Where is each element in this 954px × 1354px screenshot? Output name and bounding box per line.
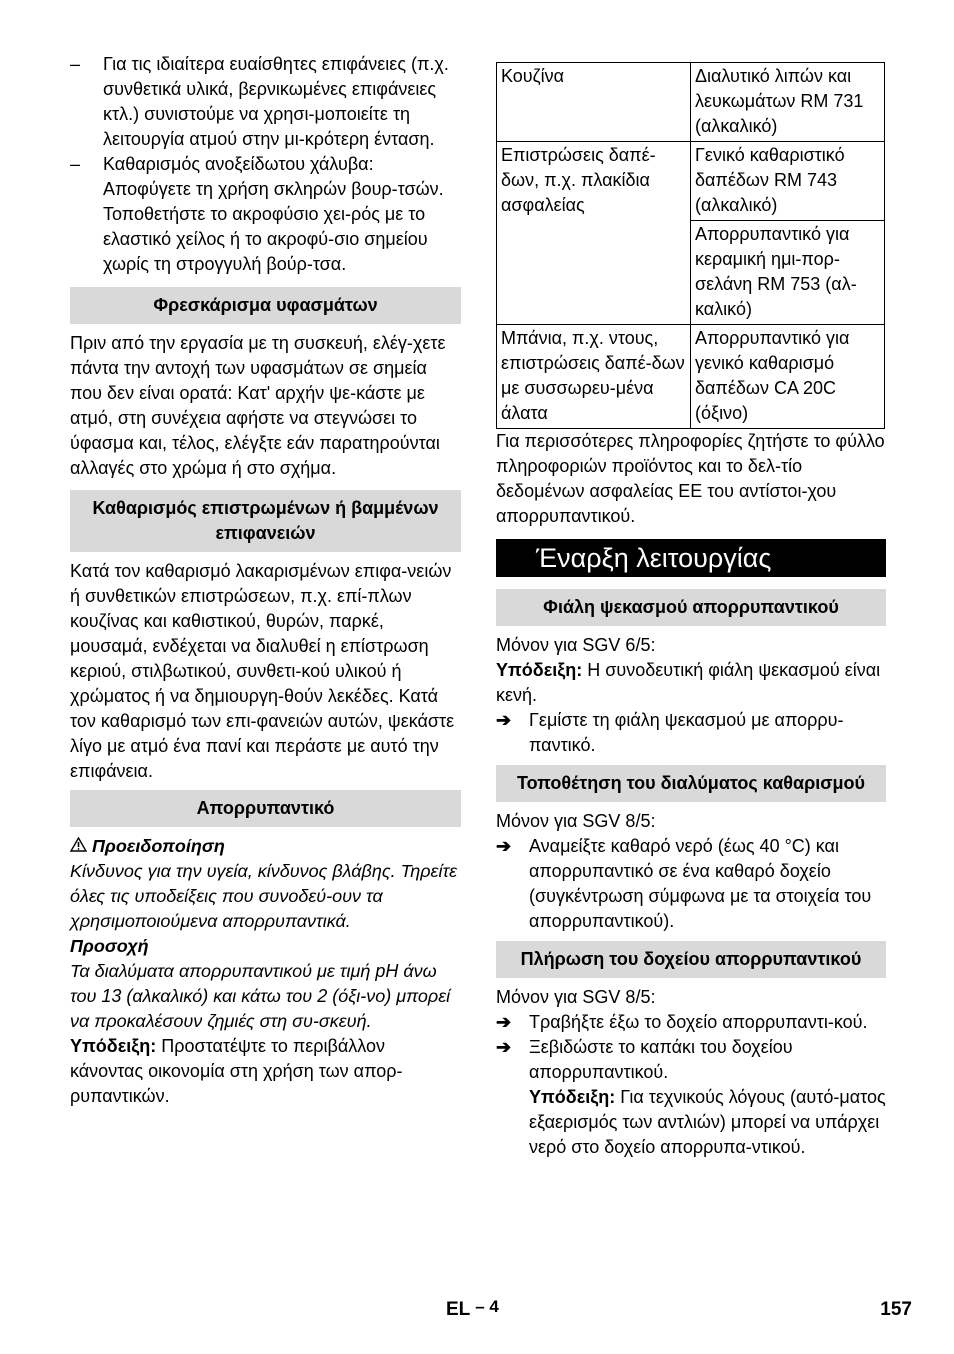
warning-title: Προειδοποίηση <box>92 836 225 856</box>
arrow-icon: ➔ <box>496 1012 512 1032</box>
table-cell: Κουζίνα <box>497 63 691 142</box>
paragraph: Μόνον για SGV 8/5: <box>496 987 656 1007</box>
caution-text: Τα διαλύματα απορρυπαντικού με τιμή pH άνω του 13 (αλκαλικό) και κάτω του 2 (όξι-νο) μπορεί να προκαλέσουν ζημιές στη συ-σκευή. <box>70 961 451 1031</box>
step-item <box>496 834 886 934</box>
footer-section-number: – 4 <box>475 1297 499 1316</box>
chapter-heading: Έναρξη λειτουργίας <box>496 539 886 577</box>
table-cell: Γενικό καθαριστικό δαπέδων RM 743 (αλκαλικό) <box>691 142 885 221</box>
arrow-icon: ➔ <box>496 836 512 856</box>
list-item <box>70 152 461 277</box>
step-text: Τραβήξτε έξω το δοχείο απορρυπαντι-κού. <box>529 1012 868 1032</box>
paragraph: Για περισσότερες πληροφορίες ζητήστε το φύλλο πληροφοριών προϊόντος και το δελ-τίο δεδομένων ασφαλείας ΕΕ του αντίστοι-χου απορρυπαντικού. <box>496 431 885 526</box>
section-heading: Πλήρωση του δοχείου απορρυπαντικού <box>496 941 886 978</box>
step-text: Αναμείξτε καθαρό νερό (έως 40 °C) και απορρυπαντικό σε ένα καθαρό δοχείο (συγκέντρωση σύμφωνα με τα στοιχεία του απορρυπαντικού). <box>529 836 872 931</box>
table-cell: Μπάνια, π.χ. ντους, επιστρώσεις δαπέ-δων με συσσωρευ-μένα άλατα <box>497 325 691 429</box>
warning-triangle-icon <box>70 834 92 859</box>
list-item <box>70 52 461 152</box>
paragraph: Μόνον για SGV 8/5: <box>496 811 656 831</box>
table-cell: Διαλυτικό λιπών και λευκωμάτων RM 731 (αλκαλικό) <box>691 63 885 142</box>
table-row <box>497 63 885 142</box>
list-item-text: Για τις ιδιαίτερα ευαίσθητες επιφάνειες (π.χ. συνθετικά υλικά, βερνικωμένες επιφάνειες κτλ.) συνιστούμε να χρησι-μοποιείτε τη λειτουργία ατμού στην μι-κρότερη ένταση. <box>103 54 449 149</box>
right-column <box>496 52 886 1160</box>
step-item <box>496 1035 886 1160</box>
note-label: Υπόδειξη: <box>529 1087 616 1107</box>
table-row <box>497 142 885 221</box>
paragraph: Μόνον για SGV 6/5: <box>496 635 656 655</box>
section-heading: Φιάλη ψεκασμού απορρυπαντικού <box>496 589 886 626</box>
note-text: Η συνοδευτική φιάλη ψεκασμού είναι κενή. <box>496 660 881 705</box>
arrow-icon: ➔ <box>496 1037 512 1057</box>
step-text: Γεμίστε τη φιάλη ψεκασμού με απορρυ-παντικό. <box>529 710 844 755</box>
note-paragraph <box>496 658 886 708</box>
step-item <box>496 708 886 758</box>
caution-title: Προσοχή <box>70 936 149 956</box>
table-cell: Απορρυπαντικό για γενικό καθαρισμό δαπέδων CA 20C (όξινο) <box>691 325 885 429</box>
section-heading: Τοποθέτηση του διαλύματος καθαρισμού <box>496 765 886 802</box>
note-text: Για τεχνικούς λόγους (αυτό-ματος εξαερισμός των αντλιών) μπορεί να υπάρχει νερό στο δοχείο απορρυπα-ντικού. <box>529 1087 886 1157</box>
section-heading: Απορρυπαντικό <box>70 790 461 827</box>
step-item <box>496 1010 886 1035</box>
page-number: 157 <box>880 1299 912 1320</box>
left-column <box>70 52 461 1109</box>
table-row <box>497 325 885 429</box>
note-text: Προστατέψτε το περιβάλλον κάνοντας οικονομία στη χρήση των απορ-ρυπαντικών. <box>70 1036 403 1106</box>
footer-lang: EL <box>446 1299 470 1320</box>
note-label: Υπόδειξη: <box>496 660 583 680</box>
footer-section <box>446 1297 499 1322</box>
section-heading: Φρεσκάρισμα υφασμάτων <box>70 287 461 324</box>
step-text: Ξεβιδώστε το καπάκι του δοχείου απορρυπαντικού. <box>529 1037 793 1082</box>
list-item-text: Καθαρισμός ανοξείδωτου χάλυβα: Αποφύγετε τη χρήση σκληρών βουρ-τσών. Τοποθετήστε το ακροφύσιο χει-ρός με το ελαστικό χείλος ή το ακροφύ-σιο σημείου χωρίς τη στρογγυλή βούρ-τσα. <box>103 154 444 274</box>
note-label: Υπόδειξη: <box>70 1036 157 1056</box>
section-heading: Καθαρισμός επιστρωμένων ή βαμμένων επιφανειών <box>70 490 461 552</box>
warning-text: Κίνδυνος για την υγεία, κίνδυνος βλάβης. Τηρείτε όλες τις υποδείξεις που συνοδεύ-ουν τα χρησιμοποιούμενα απορρυπαντικά. <box>70 861 458 931</box>
paragraph: Πριν από την εργασία με τη συσκευή, ελέγ-χετε πάντα την αντοχή των υφασμάτων σε σημεία που δεν είναι ορατά: Κατ' αρχήν ψε-κάστε με ατμό, στη συνέχεια αφήστε να στεγνώσει το ύφασμα και, τέλος, ελέγξτε εάν παρατηρούνται αλλαγές στο χρώμα ή στο σχήμα. <box>70 333 446 478</box>
note-paragraph <box>70 1034 461 1109</box>
dash-bullet: – <box>70 54 81 74</box>
warning-heading <box>70 834 461 859</box>
arrow-icon: ➔ <box>496 710 512 730</box>
detergent-table <box>496 62 885 429</box>
table-cell: Απορρυπαντικό για κεραμική ημι-πορ-σελάνη RM 753 (αλ-καλικό) <box>691 221 885 325</box>
dash-bullet: – <box>70 154 81 174</box>
note-paragraph <box>529 1085 886 1160</box>
table-cell: Επιστρώσεις δαπέ-δων, π.χ. πλακίδια ασφαλείας <box>497 142 691 325</box>
paragraph: Κατά τον καθαρισμό λακαρισμένων επιφα-νειών ή συνθετικών επιστρώσεων, π.χ. επί-πλων κουζίνας και καθιστικού, θυρών, παρκέ, μουσαμά, ενδέχεται να διαλυθεί η επίστρωση κεριού, στιλβωτικού, συνθετι-κού υλικού ή χρώματος ή να δημιουργη-θούν λεκέδες. Κατά τον καθαρισμό των επι-φανειών αυτών, ψεκάστε λίγο με ατμό ένα πανί και περάστε με αυτό την επιφάνεια. <box>70 561 455 781</box>
